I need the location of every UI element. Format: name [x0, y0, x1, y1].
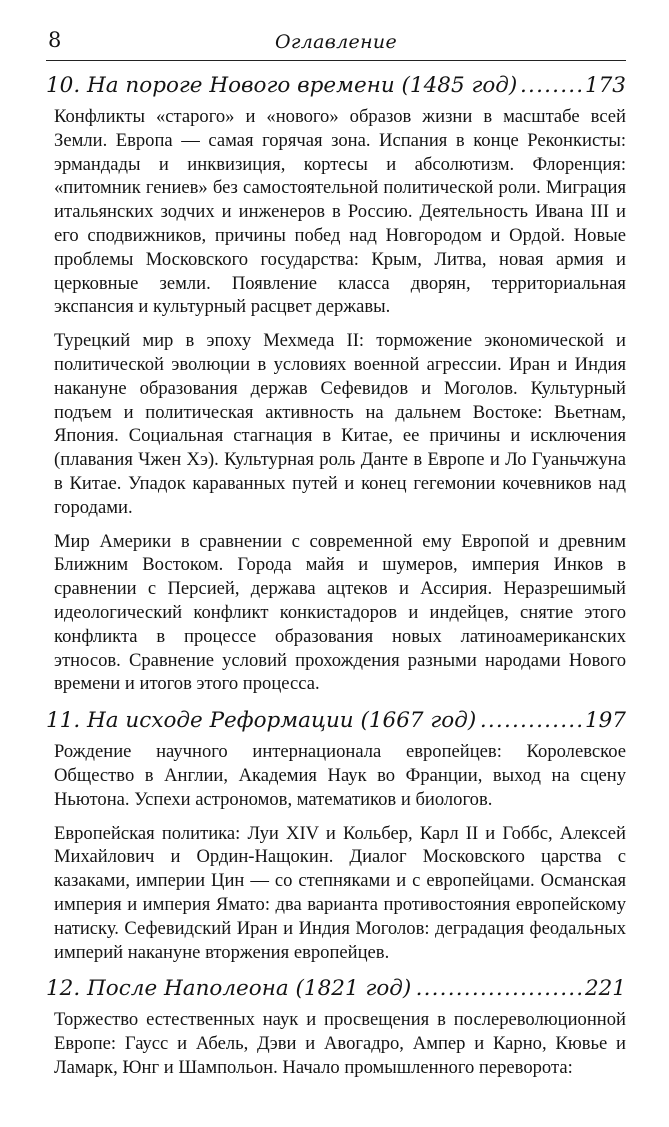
page-number: 8: [48, 28, 62, 52]
chapter-title: 10. На пороге Нового времени (1485 год): [46, 73, 521, 98]
chapter-summary-paragraph: Европейская политика: Луи XIV и Кольбер, Карл II и Гоббс, Алексей Михайлович и Ордин-Нащокин. Диалог Московского царства с казаками, империи Цин — со степняками и с европейцами. Османская империя и империя Ямато: два варианта противостояния европейскому натиску. Сефевидский Иран и Индия Моголов: деградация феодальных империй накануне вторжения европейцев.: [54, 822, 626, 963]
chapter-summary-paragraph: Мир Америки в сравнении с современной ему Европой и древним Ближним Востоком. Города майя и шумеров, империя Инков в сравнении с Персией, держава ацтеков и Ассирия. Неразрешимый идеологический конфликт конкистадоров и индейцев, снятие этого конфликта в процессе образования новых латиноамериканских этносов. Сравнение условий прохождения разными народами Нового времени и итогов этого процесса.: [54, 530, 626, 695]
page-header: [46, 26, 626, 61]
toc-entry-chapter-10[interactable]: [46, 73, 626, 103]
chapter-page-number: 221: [581, 976, 626, 1001]
chapter-summary-paragraph: Торжество естественных наук и просвещения в послереволюционной Европе: Гаусс и Абель, Дэви и Авогадро, Ампер и Карно, Кювье и Ламарк, Юнг и Шампольон. Начало промышленного переворота:: [54, 1009, 626, 1078]
book-page: [46, 26, 626, 1080]
chapter-page-number: 173: [581, 73, 626, 98]
toc-entry-chapter-12[interactable]: [46, 976, 626, 1006]
toc-entry-chapter-11[interactable]: [46, 708, 626, 738]
chapter-summary-paragraph: Рождение научного интернационала европейцев: Королевское Общество в Англии, Академия Наук во Франции, выход на сцену Ньютона. Успехи астрономов, математиков и биологов.: [54, 741, 626, 810]
chapter-page-number: 197: [581, 708, 626, 733]
chapter-summary-paragraph: Турецкий мир в эпоху Мехмеда II: торможение экономической и политической эволюции в условиях военной агрессии. Иран и Индия накануне образования держав Сефевидов и Моголов. Культурный подъем и политическая активность на дальнем Востоке: Вьетнам, Япония. Социальная стагнация в Китае, ее причины и исключения (плавания Чжен Хэ). Культурная роль Данте в Европе и Ло Гуаньчжуна в Китае. Упадок караванных путей и конец гегемонии кочевников над городами.: [54, 330, 626, 518]
running-title: Оглавление: [274, 31, 397, 53]
chapter-title: 12. После Наполеона (1821 год): [46, 976, 415, 1001]
chapter-title: 11. На исходе Реформации (1667 год): [46, 708, 480, 733]
chapter-summary-paragraph: Конфликты «старого» и «нового» образов жизни в масштабе всей Земли. Европа — самая горячая зона. Испания в конце Реконкисты: эрмандады и инквизиция, кортесы и абсолютизм. Флоренция: «питомник гениев» без самостоятельной политической роли. Миграция итальянских зодчих и инженеров в Россию. Деятельность Ивана III и его сподвижников, причины побед над Новгородом и Ордой. Новые проблемы Московского государства: Крым, Литва, новая армия и церковные земли. Появление класса дворян, территориальная экспансия и культурный расцвет державы.: [54, 106, 626, 318]
